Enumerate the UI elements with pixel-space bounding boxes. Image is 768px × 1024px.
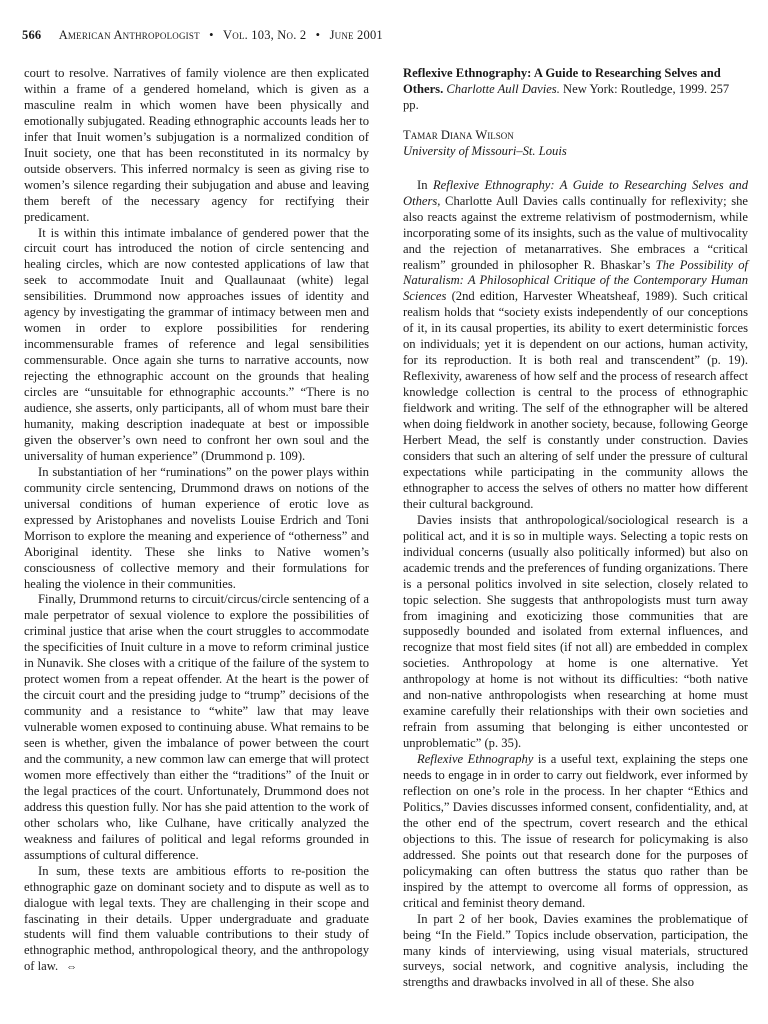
paragraph: In substantiation of her “ruminations” on the power plays within community circle sentencing, Drummond draws on notions of the universal conditions of human experience of erotic love as expressed by Aristophanes and novelists Louise Erdrich and Toni Morrison to explore the meaning and experience of “otherness” and Aboriginal identity. These she links to Native women’s consciousness of collective memory and their formulations for healing the violence in their communities. [24, 464, 369, 591]
volume-issue: Vol. 103, No. 2 [223, 28, 307, 42]
paragraph: Finally, Drummond returns to circuit/circus/circle sentencing of a male perpetrator of sexual violence to explore the possibilities of criminal justice that arise when the court struggles to accommodate the specificities of Inuit culture in a move to reform criminal justice in Nunavik. She closes with a critique of the failure of the system to protect women from a repeat offender. At the heart is the power of the circuit court and the presiding judge to “trump” decisions of the community and a resistance to “white” law that may leave vulnerable women exposed to continuing abuse. What remains to be seen is whether, given the imbalance of power between the court and the community, a new common law can emerge that will protect women more effectively than either the “traditions” of the Inuit or the legal practices of the court. Unfortunately, Drummond does not address this question fully. Nor has she paid attention to the work of other scholars who, like Culhane, have critically analyzed the weakness and failures of political and legal reforms grounded in assumptions of cultural difference. [24, 592, 369, 862]
journal-name: American Anthropologist [58, 28, 200, 42]
review-book-title: Reflexive Ethnography: A Guide to Researching Selves and Others. [403, 66, 721, 96]
paragraph [403, 752, 748, 912]
paragraph-text: (2nd edition, Harvester Wheatsheaf, 1989). Such critical realism holds that “society exists independently of our conceptions of it, in its causal properties, its ability to exert deterministic forces on individuals; yet it is dependent on our actions, human activity, for its reproduction. It is both real and transcendent” (p. 19). Reflexivity, awareness of how self and the process of research affect knowledge collection is central to the process of ethnographic fieldwork and writing. The self of the ethnographer will be altered when doing fieldwork in another society, because, following George Herbert Mead, the self is constantly under construction. Davies considers that such an altering of self under the pressure of cultural expectations while participating in the community allows the ethnographer to access the selves of others no matter how different their cultural background. [403, 289, 748, 511]
paragraph: In part 2 of her book, Davies examines the problematique of being “In the Field.” Topics include observation, participation, the many kinds of interviewing, using visual materials, structured surveys, social network, and cognitive analysis, including the strengths and drawbacks involved in all of these. She also [403, 911, 748, 990]
right-column [403, 66, 748, 991]
paragraph: Davies insists that anthropological/sociological research is a political act, and it is so in multiple ways. Selecting a topic rests on individual concerns (usually also politically informed) but also on academic trends and the preferences of funding organizations. There is a personal politics involved in site selection, closely related to topic selection. She suggests that anthropologists must turn away from imagining and exoticizing those communities that are supposedly bounded and isolated from external influences, and recognize that most field sites (if not all) are embedded in complex societies. Anthropology at home is one alternative. Yet anthropology at home is not without its difficulties: “both native and non-native anthropologists when researching at home must examine carefully their relationships with their own societies and refrain from assuming that belonging is either uncontested or unproblematic” (p. 35). [403, 512, 748, 751]
review-heading [403, 66, 748, 114]
end-of-review-icon: ⇔ [66, 961, 76, 974]
book-title-italic: Reflexive Ethnography: A Guide to Researching Selves and Others, [403, 177, 748, 208]
paragraph: In Reflexive Ethnography: A Guide to Researching Selves and Others, Charlotte Aull Davies calls continually for reflexivity; she also reacts against the extreme relativism of postmodernism, while incorporating some of its insights, such as the value of multivocality and the rejection of metanarratives. She embraces a “critical realism” grounded in philosopher R. Bhaskar’s The Possibility of Naturalism: A Philosophical Critique of the Contemporary Human Sciences (2nd edition, Harvester Wheatsheaf, 1989). Such critical realism holds that “society exists independently of our conceptions of it, in its causal properties, its ability to exert deterministic forces on individuals; yet it is dependent on our actions, human activity, for its reproduction. It is both real and transcendent” (p. 19). Reflexivity, awareness of how self and the process of research affect knowledge collection is central to the process of ethnographic fieldwork and writing. The self of the ethnographer will be altered when doing fieldwork in another society, because, following George Herbert Mead, the self is constantly under construction. Davies considers that such an altering of self under the pressure of cultural expectations while participating in the community allows the ethnographer to access the selves of others no matter how different their cultural background. [403, 177, 748, 511]
paragraph: court to resolve. Narratives of family violence are then explicated within a frame of a gendered homeland, which is given as a masculine realm in which women have been physically and emotionally subjugated. Reading ethnographic accounts leads her to infer that Inuit women’s subjugation is a normalized condition of Inuit society, one that has been reconstituted in its normalcy by outside observers. This inferred normalcy is seen as giving rise to women’s silence regarding their subjugation and abuse and leaving them bereft of the necessary agency for rectifying their predicament. [24, 66, 369, 224]
running-head [22, 28, 383, 43]
reviewer-name: Tamar Diana Wilson [403, 127, 514, 142]
page-number: 566 [22, 28, 42, 42]
paragraph-text: Charlotte Aull Davies calls continually for reflexivity; she also reacts against the extreme relativism of postmodernism, while incorporating some of its insights, such as the value of multivocality and the rejection of metanarratives. She embraces a “critical realism” grounded in philosopher R. Bhaskar’s [403, 193, 748, 272]
paragraph: It is within this intimate imbalance of gendered power that the circuit court has introduced the notion of circle sentencing and healing circles, which are now contested applications of law that seek to accommodate Inuit and Quallaunaat (white) legal sensibilities. Drummond now approaches issues of identity and agency by investigating the grammar of intimacy between men and women in order to explore possibilities for rendering incommensurable frames of reference and legal sensibilities commensurable. Once again she turns to narrative accounts, now rejecting the ethnographic account on the grounds that healing circles are “unsuitable for ethnographic accounts.” “There is no audience, she asserts, only participants, all of whom must bare their humanity, making description inadequate at best or impossible given the observer’s own need to confront her own soul and the universality of human experience” (Drummond p. 109). [24, 225, 369, 463]
separator: • [209, 28, 214, 42]
separator: • [315, 28, 321, 42]
paragraph [24, 864, 369, 977]
issue-date: June 2001 [329, 28, 383, 42]
paragraph-text: In sum, these texts are ambitious efforts to re-position the ethnographic gaze on dominant society and to dispute as well as to dialogue with legal texts. They are challenging in their scope and fascinating in their details. Upper undergraduate and graduate students will find them valuable contributions to their study of ethnographic method, anthropological theory, and the anthropology of law. [24, 863, 369, 974]
reviewer-affiliation: University of Missouri–St. Louis [403, 143, 567, 158]
review-publication-info: New York: Routledge, 1999. 257 pp. [403, 81, 730, 112]
book-title-italic: Reflexive Ethnography [417, 752, 534, 767]
cited-book-title: The Possibility of Naturalism: A Philosophical Critique of the Contemporary Human Sciences [403, 257, 748, 304]
left-column [24, 66, 369, 976]
review-book-author: Charlotte Aull Davies. [446, 81, 560, 96]
paragraph-text: is a useful text, explaining the steps one needs to engage in in order to carry out fieldwork, ever informed by reflection on one’s role in the process. In her chapter “Ethics and Politics,” Davies discusses informed consent, confidentiality, and, at the other end of the spectrum, covert research and the ethical objections to this. The issue of research for policymaking is also addressed. She points out that research done for the purposes of policymaking can often buttress the status quo rather than be inspired by the attempt to overcome all forms of oppression, as critical and feminist theory demand. [403, 752, 748, 910]
